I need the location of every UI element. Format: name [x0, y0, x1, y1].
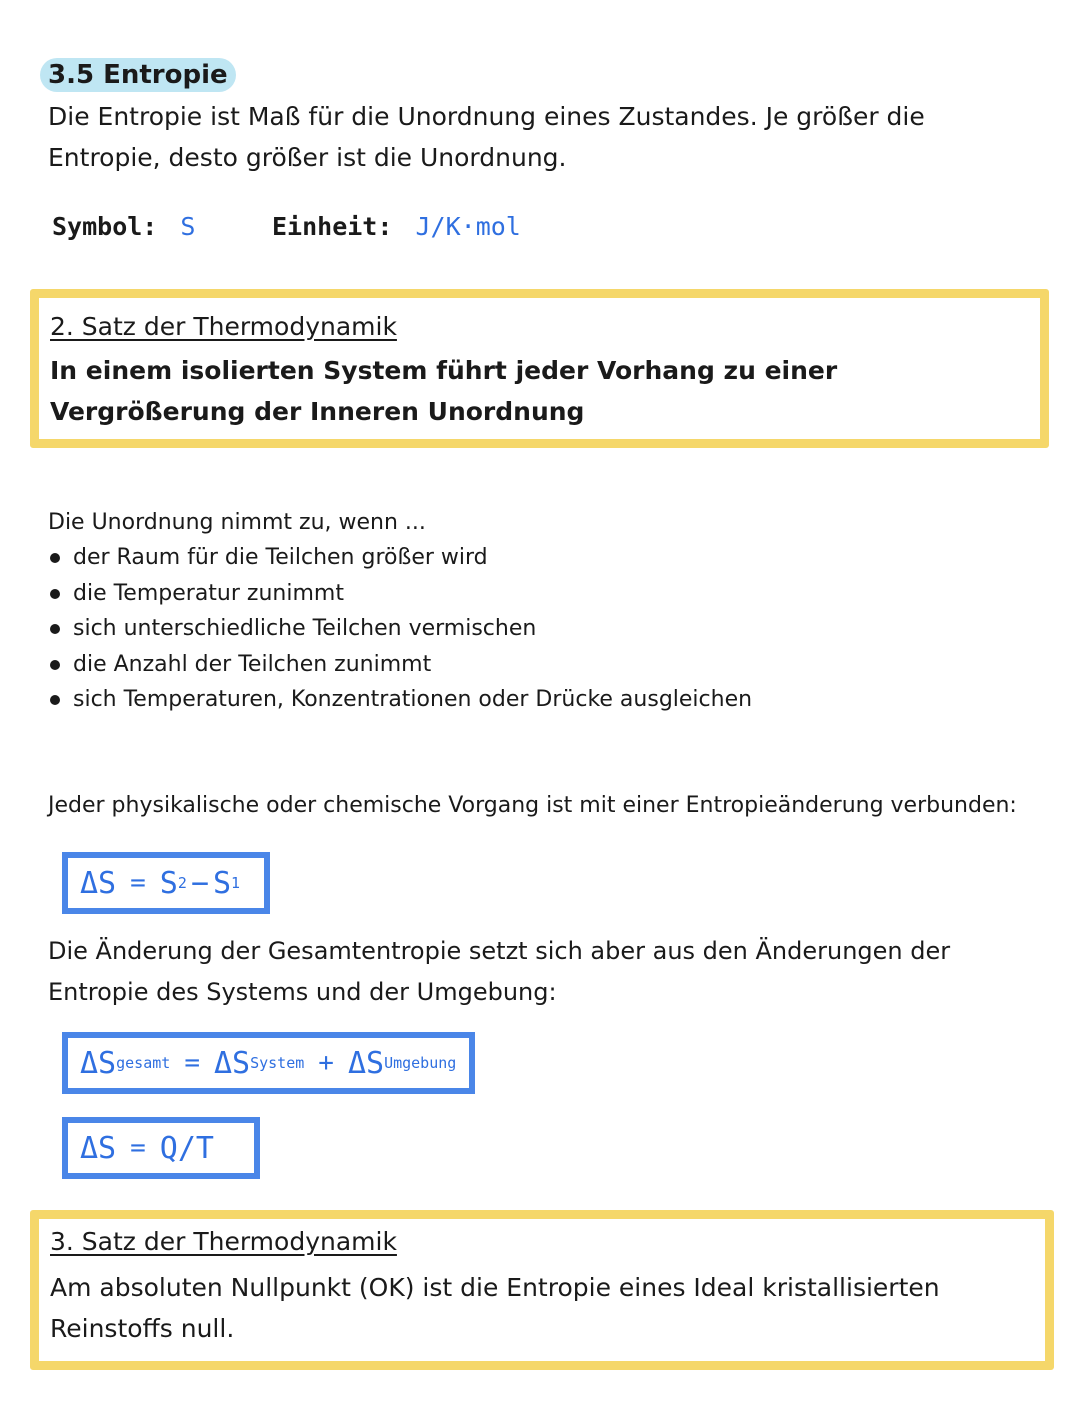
symbol-label: Symbol: — [52, 212, 158, 241]
formula3-lhs: ΔS — [80, 1130, 117, 1166]
formula1-s1: S — [212, 865, 231, 901]
formula3-eq: = — [130, 1133, 146, 1163]
disorder-list — [48, 540, 1008, 718]
list-item: die Anzahl der Teilchen zunimmt — [48, 647, 1008, 683]
formula1-s2: S — [159, 865, 178, 901]
formula2-t1: ΔS — [213, 1045, 251, 1081]
unit-row — [272, 212, 521, 241]
formula2-t1-sub: System — [250, 1054, 305, 1072]
third-law-text: Am absoluten Nullpunkt (OK) ist die Entropie eines Ideal kristallisierten Reinstoffs null. — [50, 1273, 940, 1343]
entropy-change-statement: Jeder physikalische oder chemische Vorgang ist mit einer Entropieänderung verbunden: — [48, 793, 1017, 818]
section-heading: 3.5 Entropie — [40, 58, 236, 92]
unit-value: J/K·mol — [415, 212, 521, 241]
formula2-t2: ΔS — [347, 1045, 385, 1081]
formula1-s1-sub: 1 — [231, 874, 241, 892]
formula2-plus: + — [318, 1048, 334, 1078]
formula1-s2-sub: 2 — [177, 874, 187, 892]
formula1-minus: − — [190, 865, 209, 901]
symbol-value: S — [180, 212, 196, 241]
formula2-lhs: ΔS — [80, 1045, 117, 1081]
list-item: sich Temperaturen, Konzentrationen oder Drücke ausgleichen — [48, 682, 1008, 718]
formula3-rhs: Q/T — [159, 1130, 214, 1166]
formula1-lhs: ΔS — [80, 865, 117, 901]
second-law-box — [30, 289, 1049, 448]
total-entropy-text: Die Änderung der Gesamtentropie setzt sich aber aus den Änderungen der Entropie des Systems und der Umgebung: — [48, 937, 951, 1006]
formula-q-over-t — [62, 1117, 260, 1179]
disorder-intro: Die Unordnung nimmt zu, wenn ... — [48, 510, 426, 535]
second-law-text: In einem isolierten System führt jeder Vorhang zu einer Vergrößerung der Inneren Unordnung — [50, 356, 838, 426]
unit-label: Einheit: — [272, 212, 393, 241]
formula1-eq: = — [130, 868, 146, 898]
third-law-box — [30, 1210, 1054, 1370]
formula-total-entropy — [62, 1032, 475, 1094]
symbol-row — [52, 212, 195, 241]
list-item: sich unterschiedliche Teilchen vermischen — [48, 611, 1008, 647]
formula-delta-s — [62, 852, 270, 914]
formula2-eq: = — [184, 1048, 200, 1078]
second-law-title: 2. Satz der Thermodynamik — [50, 312, 397, 341]
entropy-definition: Die Entropie ist Maß für die Unordnung eines Zustandes. Je größer die Entropie, desto größer ist die Unordnung. — [48, 102, 925, 172]
formula2-lhs-sub: gesamt — [116, 1054, 171, 1072]
list-item: die Temperatur zunimmt — [48, 576, 1008, 612]
list-item: der Raum für die Teilchen größer wird — [48, 540, 1008, 576]
third-law-title: 3. Satz der Thermodynamik — [50, 1227, 397, 1256]
formula2-t2-sub: Umgebung — [384, 1054, 457, 1072]
